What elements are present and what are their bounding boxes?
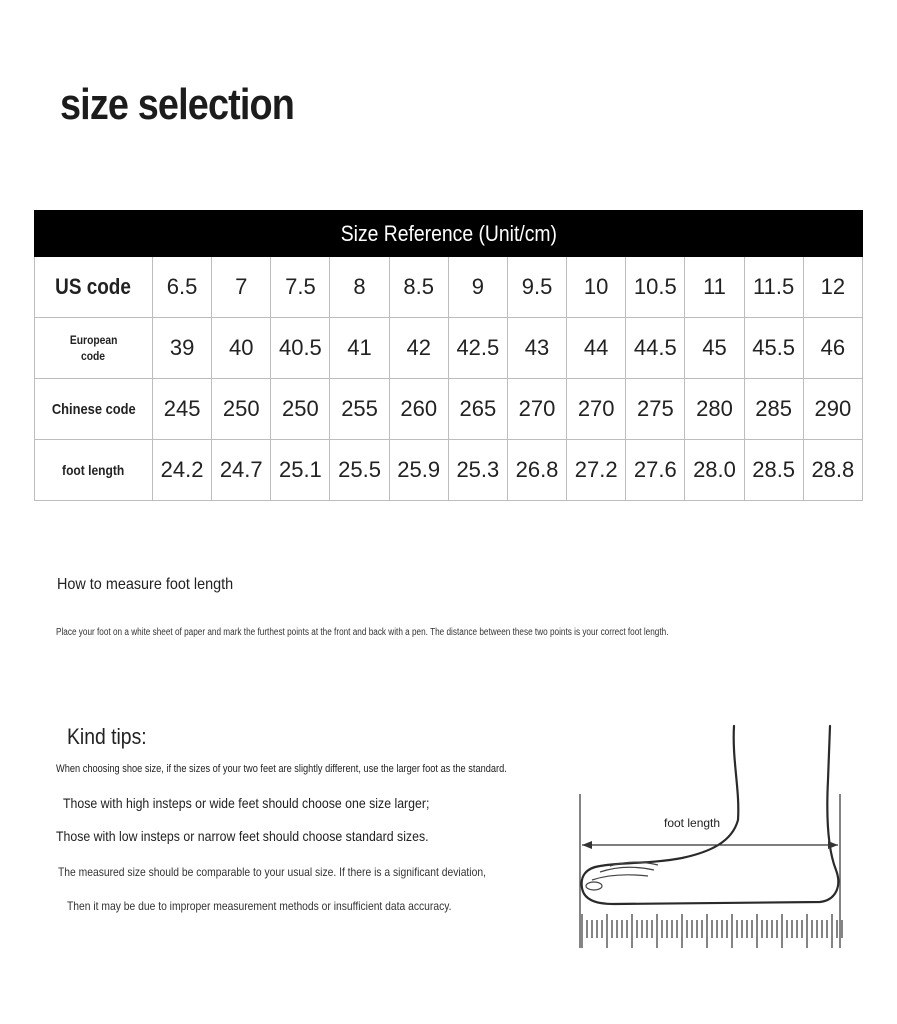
table-cell: 41 [330,318,389,379]
table-cell: 270 [567,379,626,440]
table-cell: 39 [153,318,212,379]
row-label: US code [35,257,153,318]
table-cell: 11 [685,257,744,318]
table-cell: 28.0 [685,440,744,501]
table-cell: 40.5 [271,318,330,379]
foot-length-label: foot length [664,816,721,830]
table-cell: 42.5 [448,318,507,379]
table-cell: 25.5 [330,440,389,501]
foot-outline-icon [570,720,860,960]
table-header: Size Reference (Unit/cm) [35,211,863,257]
row-label: European code [35,318,153,379]
table-cell: 260 [389,379,448,440]
tip-item: Those with high insteps or wide feet should choose one size larger; [63,795,430,811]
table-cell: 45.5 [744,318,803,379]
table-cell: 255 [330,379,389,440]
tip-item: When choosing shoe size, if the sizes of your two feet are slightly different, use the larger foot as the standard. [56,763,507,775]
table-row-chinese-code [35,379,863,440]
table-cell: 8 [330,257,389,318]
measure-heading: How to measure foot length [57,576,234,593]
page-title: size selection [60,80,295,129]
table-cell: 43 [507,318,566,379]
table-cell: 250 [212,379,271,440]
table-cell: 42 [389,318,448,379]
table-cell: 27.2 [567,440,626,501]
table-cell: 275 [626,379,685,440]
table-cell: 280 [685,379,744,440]
tips-heading: Kind tips: [67,724,147,749]
table-cell: 10.5 [626,257,685,318]
table-cell: 12 [803,257,862,318]
table-cell: 9.5 [507,257,566,318]
table-cell: 7.5 [271,257,330,318]
table-cell: 11.5 [744,257,803,318]
table-cell: 7 [212,257,271,318]
table-cell: 6.5 [153,257,212,318]
tip-item: The measured size should be comparable to your usual size. If there is a significant deviation, [58,865,486,879]
table-cell: 290 [803,379,862,440]
table-cell: 265 [448,379,507,440]
table-cell: 44.5 [626,318,685,379]
table-cell: 46 [803,318,862,379]
table-cell: 28.8 [803,440,862,501]
table-cell: 9 [448,257,507,318]
table-cell: 28.5 [744,440,803,501]
table-cell: 40 [212,318,271,379]
table-cell: 25.1 [271,440,330,501]
table-cell: 245 [153,379,212,440]
table-cell: 26.8 [507,440,566,501]
table-row-foot-length [35,440,863,501]
row-label: foot length [35,440,153,501]
table-cell: 10 [567,257,626,318]
tip-item: Then it may be due to improper measurement methods or insufficient data accuracy. [67,899,452,913]
table-cell: 250 [271,379,330,440]
size-reference-table [34,210,863,501]
table-cell: 8.5 [389,257,448,318]
tip-item: Those with low insteps or narrow feet should choose standard sizes. [56,828,429,844]
measure-instructions: Place your foot on a white sheet of paper and mark the furthest points at the front and back with a pen. The distance between these two points is your correct foot length. [56,627,669,638]
table-cell: 24.2 [153,440,212,501]
table-cell: 24.7 [212,440,271,501]
table-row-us-code [35,257,863,318]
table-cell: 25.3 [448,440,507,501]
table-cell: 27.6 [626,440,685,501]
table-cell: 45 [685,318,744,379]
table-cell: 270 [507,379,566,440]
table-cell: 285 [744,379,803,440]
table-cell: 44 [567,318,626,379]
table-cell: 25.9 [389,440,448,501]
row-label: Chinese code [35,379,153,440]
table-row-european-code [35,318,863,379]
